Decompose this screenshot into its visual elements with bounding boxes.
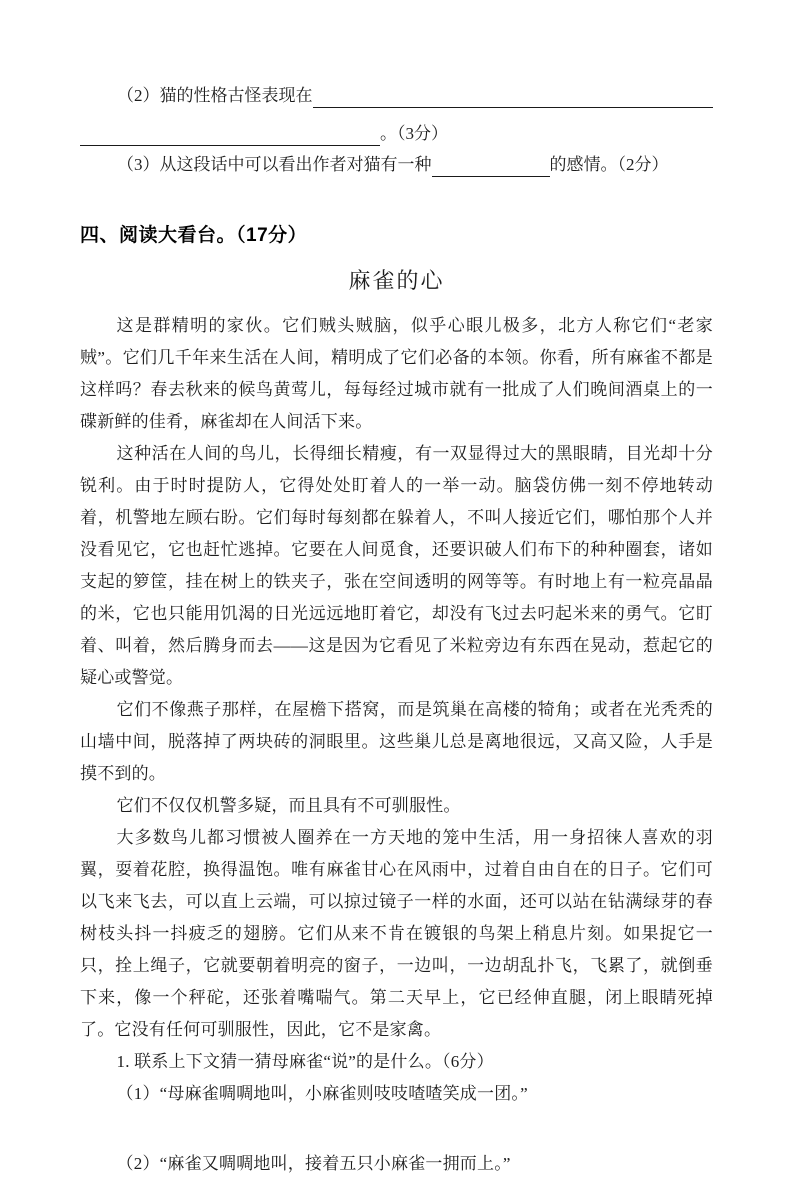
passage-paragraph: 这种活在人间的鸟儿，长得细长精瘦，有一双显得过大的黑眼睛，目光却十分锐利。由于时时提防人，它得处处盯着人的一举一动。脑袋仿佛一刻不停地转动着，机警地左顾右盼。它们每时每刻都在躲着人，不叫人接近它们，哪怕那个人并没看见它，它也赶忙逃掉。它要在人间觅食，还要识破人们布下的种种圈套，诸如支起的箩筐，挂在树上的铁夹子，张在空间透明的网等等。有时地上有一粒亮晶晶的米，它也只能用饥渴的日光远远地盯着它，却没有飞过去叼起米来的勇气。它盯着、叫着，然后腾身而去——这是因为它看见了米粒旁边有东西在晃动，惹起它的疑心或警觉。 <box>80 444 713 687</box>
answer-writing-space <box>80 1110 713 1148</box>
question-2-continuation-row <box>80 122 713 146</box>
question-3-row <box>80 153 713 177</box>
answer-blank-line <box>80 125 380 146</box>
answer-blank-line <box>313 87 714 108</box>
passage-paragraph: 大多数鸟儿都习惯被人圈养在一方天地的笼中生活，用一身招徕人喜欢的羽翼，耍着花腔，换得温饱。唯有麻雀甘心在风雨中，过着自由自在的日子。它们可以飞来飞去，可以直上云端，可以掠过镜子一样的水面，还可以站在钻满绿芽的春树枝头抖一抖疲乏的翅膀。它们从来不肯在镀银的鸟架上稍息片刻。如果捉它一只，拴上绳子，它就要朝着明亮的窗子，一边叫，一边胡乱扑飞，飞累了，就倒垂下来，像一个秤砣，还张着嘴喘气。第二天早上，它已经伸直腿，闭上眼睛死掉了。它没有任何可驯服性，因此，它不是家禽。 <box>80 828 713 1039</box>
question-2-prefix: （2）猫的性格古怪表现在 <box>117 86 313 105</box>
passage-paragraph: 它们不像燕子那样，在屋檐下搭窝，而是筑巢在高楼的犄角；或者在光秃秃的山墙中间，脱落掉了两块砖的洞眼里。这些巢儿总是离地很远，又高又险，人手是摸不到的。 <box>80 700 713 783</box>
question-3-prefix: （3）从这段话中可以看出作者对猫有一种 <box>117 155 432 174</box>
reading-passage <box>80 310 713 1046</box>
question-2-suffix: 。（3分） <box>380 124 448 143</box>
question-2-row <box>80 84 713 108</box>
passage-questions <box>80 1046 713 1180</box>
passage-paragraph: 它们不仅仅机警多疑，而且具有不可驯服性。 <box>116 796 461 815</box>
section-heading: 四、阅读大看台。（17分） <box>80 225 308 246</box>
question-1-sub-2: （2）“麻雀又啁啁地叫，接着五只小麻雀一拥而上。” <box>116 1154 511 1173</box>
passage-paragraph: 这是群精明的家伙。它们贼头贼脑，似乎心眼儿极多，北方人称它们“老家贼”。它们几千年来生活在人间，精明成了它们必备的本领。你看，所有麻雀不都是这样吗？春去秋来的候鸟黄莺儿，每每经过城市就有一批成了人们晚间酒桌上的一碟新鲜的佳肴，麻雀却在人间活下来。 <box>80 316 713 431</box>
answer-blank-line <box>432 156 550 177</box>
question-3-suffix: 的感情。（2分） <box>549 155 669 174</box>
passage-title: 麻雀的心 <box>348 268 445 293</box>
question-1: 1. 联系上下文猜一猜母麻雀“说”的是什么。（6分） <box>116 1052 494 1071</box>
question-1-sub-1: （1）“母麻雀啁啁地叫，小麻雀则吱吱喳喳笑成一团。” <box>116 1084 528 1103</box>
